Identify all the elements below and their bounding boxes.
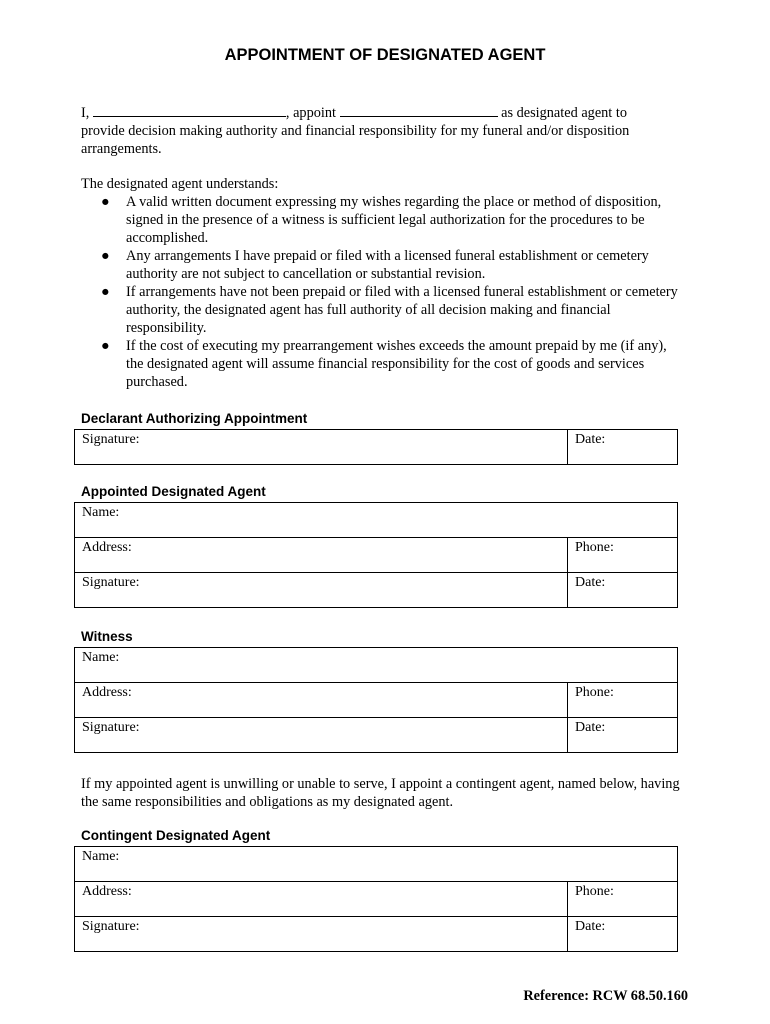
contingent-phone-field[interactable] xyxy=(568,882,678,917)
bullet-icon: ● xyxy=(101,248,110,264)
address-label: Address: xyxy=(82,884,132,899)
contingent-heading: Contingent Designated Agent xyxy=(81,828,271,843)
intro-line3: arrangements. xyxy=(81,141,162,157)
date-label: Date: xyxy=(575,720,606,735)
intro-line2: provide decision making authority and financial responsibility for my funeral and/or disposition xyxy=(81,123,630,139)
contingent-date-field[interactable] xyxy=(568,917,678,952)
agent-address-field[interactable] xyxy=(75,538,568,573)
bullet-text: If arrangements have not been prepaid or filed with a licensed funeral establishment or cemetery authority, the designated agent has full authority of all decision making and financial responsibility. xyxy=(126,284,678,336)
phone-label: Phone: xyxy=(575,685,614,700)
address-label: Address: xyxy=(82,540,132,555)
declarant-name-blank[interactable] xyxy=(93,104,286,117)
bullet-icon: ● xyxy=(101,284,110,300)
agent-name-blank[interactable] xyxy=(340,104,498,117)
agent-signature-field[interactable] xyxy=(75,573,568,608)
bullet-list xyxy=(99,193,684,391)
agent-name-field[interactable] xyxy=(75,503,678,538)
bullet-text: If the cost of executing my prearrangement wishes exceeds the amount prepaid by me (if any), the designated agent will assume financial responsibility for the cost of goods and services purchased. xyxy=(126,338,667,390)
reference-note: Reference: RCW 68.50.160 xyxy=(523,988,688,1004)
bullet-text: Any arrangements I have prepaid or filed with a licensed funeral establishment or cemetery authority are not subject to cancellation or substantial revision. xyxy=(126,248,649,282)
list-item xyxy=(99,337,684,391)
bullet-text: A valid written document expressing my wishes regarding the place or method of disposition, signed in the presence of a witness is sufficient legal authorization for the procedures to be accomplished. xyxy=(126,194,662,246)
intro-prefix: I, xyxy=(81,105,90,121)
document-title: APPOINTMENT OF DESIGNATED AGENT xyxy=(224,46,546,64)
name-label: Name: xyxy=(82,650,120,665)
name-label: Name: xyxy=(82,849,120,864)
intro-paragraph xyxy=(81,104,681,158)
contingent-signature-field[interactable] xyxy=(75,917,568,952)
agent-date-field[interactable] xyxy=(568,573,678,608)
understands-heading: The designated agent understands: xyxy=(81,176,279,192)
intro-suffix: as designated agent to xyxy=(501,105,627,121)
agent-heading: Appointed Designated Agent xyxy=(81,484,266,499)
witness-signature-field[interactable] xyxy=(75,718,568,753)
phone-label: Phone: xyxy=(575,540,614,555)
contingent-name-field[interactable] xyxy=(75,847,678,882)
date-label: Date: xyxy=(575,432,606,447)
contingent-table xyxy=(74,846,678,952)
address-label: Address: xyxy=(82,685,132,700)
signature-label: Signature: xyxy=(82,720,140,735)
witness-phone-field[interactable] xyxy=(568,683,678,718)
agent-table xyxy=(74,502,678,608)
list-item xyxy=(99,283,684,337)
contingent-address-field[interactable] xyxy=(75,882,568,917)
signature-label: Signature: xyxy=(82,575,140,590)
witness-table xyxy=(74,647,678,753)
witness-address-field[interactable] xyxy=(75,683,568,718)
signature-label: Signature: xyxy=(82,432,140,447)
intro-mid: , appoint xyxy=(285,105,336,121)
signature-label: Signature: xyxy=(82,919,140,934)
declarant-date-field[interactable] xyxy=(568,430,678,465)
declarant-signature-field[interactable] xyxy=(75,430,568,465)
witness-name-field[interactable] xyxy=(75,648,678,683)
list-item xyxy=(99,247,684,283)
date-label: Date: xyxy=(575,919,606,934)
contingent-paragraph: If my appointed agent is unwilling or unable to serve, I appoint a contingent agent, named below, having the same responsibilities and obligations as my designated agent. xyxy=(81,776,680,810)
date-label: Date: xyxy=(575,575,606,590)
bullet-icon: ● xyxy=(101,338,110,354)
phone-label: Phone: xyxy=(575,884,614,899)
bullet-icon: ● xyxy=(101,194,110,210)
agent-phone-field[interactable] xyxy=(568,538,678,573)
declarant-heading: Declarant Authorizing Appointment xyxy=(81,411,308,426)
declarant-table xyxy=(74,429,678,465)
list-item xyxy=(99,193,684,247)
name-label: Name: xyxy=(82,505,120,520)
witness-heading: Witness xyxy=(81,629,133,644)
witness-date-field[interactable] xyxy=(568,718,678,753)
